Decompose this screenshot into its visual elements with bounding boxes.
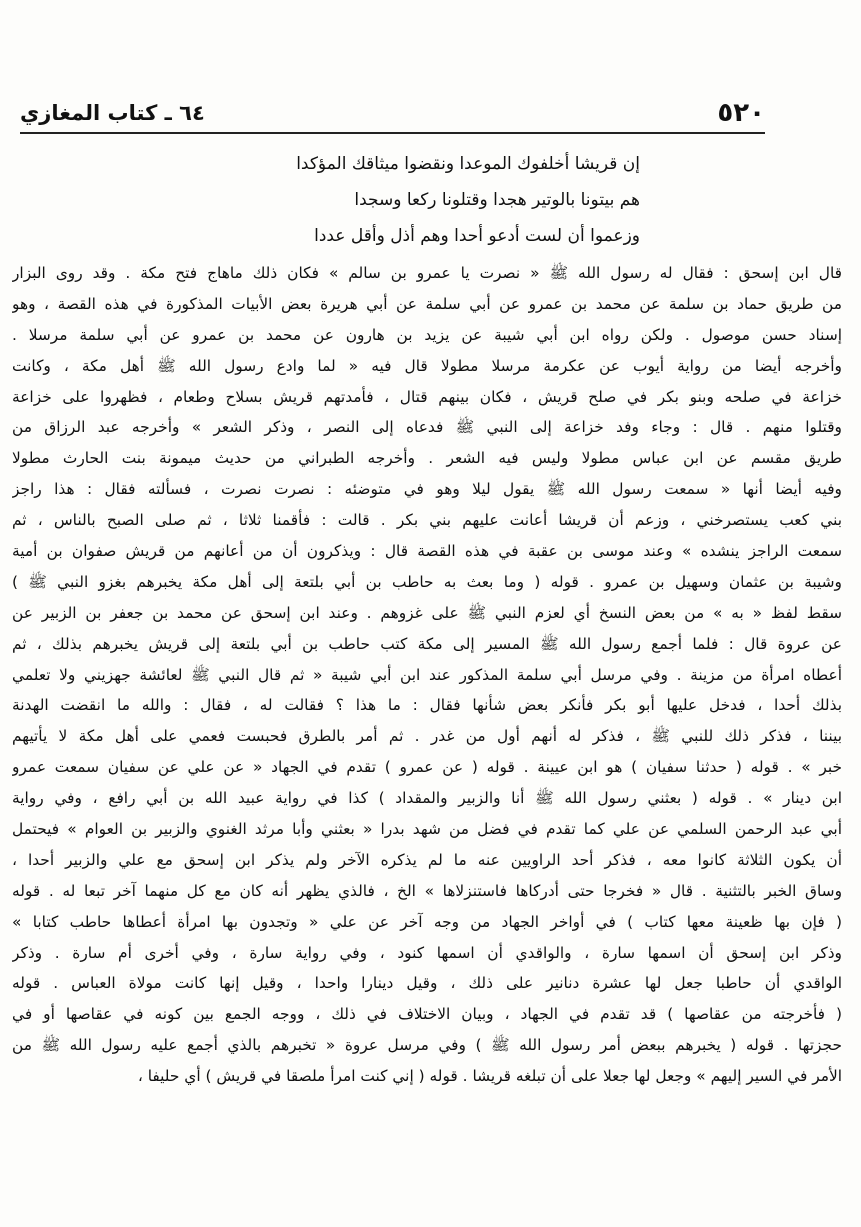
text-line: بني كعب يستصرخني ، وزعم أن قريشا أعانت عليهم بني بكر . قالت : فأقمنا ثلاثا ، ثم صلى الصبح بالناس ، ثم bbox=[12, 511, 842, 530]
running-title: ٦٤ ـ كتاب المغازي bbox=[20, 101, 205, 125]
text-line: طريق مقسم عن ابن عباس مطولا وليس فيه الشعر . وأخرجه الطبراني من حديث ميمونة بنت الحارث مطولا bbox=[12, 449, 842, 468]
poem-verse: إن قريشا أخلفوك الموعدا ونقضوا ميثاقك المؤكدا bbox=[296, 154, 640, 174]
text-line: من طريق حماد بن سلمة عن محمد بن عمرو عن أبي سلمة عن أبي هريرة بعض الأبيات المذكورة في هذه القصة ، وهو bbox=[12, 294, 842, 313]
commentary-text bbox=[12, 258, 842, 1092]
text-line: بذلك أحدا ، فدخل عليها أبو بكر فأنكر بعض شأنها فقال : ما هذا ؟ فقالت له ، فقال : والله ما انقضت الهدنة bbox=[12, 696, 842, 715]
text-line: أعطاه امرأة من مزينة . وفي مرسل أبي سلمة المذكور عند ابن أبي شيبة « ثم قال النبي ﷺ لعائشة جهزيني ولا تعلمي bbox=[12, 665, 842, 684]
text-line: خزاعة في صلحه وبنو بكر في صلح قريش ، فكان بينهم قتال ، فأمدتهم قريش بسلاح وطعام ، فظهروا على خزاعة bbox=[12, 387, 842, 406]
text-line: خبر » . قوله ( حدثنا سفيان ) هو ابن عيينة . قوله ( عن عمرو ) تقدم في الجهاد « عن علي عن سفيان سمعت عمرو bbox=[12, 758, 842, 777]
text-line: الأمر في السير إليهم » وجعل لها جعلا على أن تبلغه قريشا . قوله ( إني كنت امرأ ملصقا في قريش ) أي حليفا ، bbox=[137, 1067, 842, 1086]
text-line: أن يكون الثلاثة كانوا معه ، فذكر أحد الراويين عنه ما لم يذكره الآخر ولم يذكر ابن إسحق مع علي والزبير أحدا ، bbox=[12, 850, 842, 869]
text-line: سقط لفظ « به » من بعض النسخ أي لعزم النبي ﷺ على غزوهم . وعند ابن إسحق عن محمد بن جعفر بن الزبير عن bbox=[12, 603, 842, 622]
text-line: الواقدي أن حاطبا جعل لها عشرة دنانير على ذلك ، وقيل دينارا واحدا ، وقيل إنها كانت مولاة العباس . قوله bbox=[12, 974, 842, 993]
text-line: إسناد حسن موصول . ولكن رواه ابن أبي شيبة عن يزيد بن هارون عن محمد بن عمرو عن أبي سلمة مرسلا . bbox=[12, 325, 842, 344]
text-line: ابن دينار » . قوله ( بعثني رسول الله ﷺ أنا والزبير والمقداد ) كذا في رواية عبيد الله بن أبي رافع ، وفي رواية bbox=[12, 789, 842, 808]
page-number: ٥٢٠ bbox=[717, 98, 765, 128]
header-divider bbox=[20, 132, 765, 134]
text-line: وشيبة بن عثمان وسهيل بن عمرو . قوله ( وما بعث به حاطب بن أبي بلتعة إلى أهل مكة يخبرهم بغزو النبي ﷺ ) bbox=[12, 572, 842, 591]
page-header bbox=[20, 96, 765, 130]
text-line: ( فإن بها ظعينة معها كتاب ) في أواخر الجهاد من وجه آخر عن علي « وتجدون بها امرأة أعطاها حاطب كتابا » bbox=[12, 912, 842, 931]
text-line: ( فأخرجته من عقاصها ) قد تقدم في الجهاد ، وبيان الاختلاف في ذلك ، ووجه الجمع بين كونه في عقاصها أو في bbox=[12, 1005, 842, 1024]
text-line: وفيه أيضا أنها « سمعت رسول الله ﷺ يقول ليلا وهو في متوضئه : نصرت نصرت ، فسألته فقال : هذا راجز bbox=[12, 480, 842, 499]
poem-verses bbox=[140, 146, 640, 254]
text-line: وأخرجه أيضا من رواية أيوب عن عكرمة مرسلا مطولا قال فيه « لما وادع رسول الله ﷺ أهل مكة ، وكانت bbox=[12, 356, 842, 375]
text-line: قال ابن إسحق : فقال له رسول الله ﷺ « نصرت يا عمرو بن سالم » فكان ذلك ماهاج فتح مكة . وقد روى البزار bbox=[12, 264, 842, 282]
text-line: سمعت الراجز ينشده » وعند موسى بن عقبة في هذه القصة قال : ويذكرون أن من أعانهم من قريش صفوان بن أمية bbox=[12, 542, 842, 561]
text-line: وذكر ابن إسحق أن اسمها سارة ، والواقدي أن اسمها كنود ، وفي رواية سارة ، وفي أخرى أم سارة . وذكر bbox=[12, 943, 842, 962]
text-line: أبي عبد الرحمن السلمي عن علي كما تقدم في فضل من شهد بدرا « بعثني وأبا مرثد الغنوي والزبير بن العوام » فيحتمل bbox=[12, 820, 842, 839]
text-line: حجزتها . قوله ( يخبرهم ببعض أمر رسول الله ﷺ ) وفي مرسل عروة « تخبرهم بالذي أجمع عليه رسول الله ﷺ من bbox=[12, 1036, 842, 1055]
text-line: بيننا ، فذكر ذلك للنبي ﷺ ، فذكر له أنهم أول من غدر . ثم أمر بالطرق فحبست فعمي على أهل مكة لا يأتيهم bbox=[12, 727, 842, 746]
text-line: وقتلوا منهم . قال : وجاء وفد خزاعة إلى النبي ﷺ فدعاه إلى النصر ، وذكر الشعر » وأخرجه عبد الرزاق من bbox=[12, 418, 842, 437]
poem-verse: وزعموا أن لست أدعو أحدا وهم أذل وأقل عددا bbox=[314, 226, 640, 246]
text-line: عن عروة قال : فلما أجمع رسول الله ﷺ المسير إلى مكة كتب حاطب بن أبي بلتعة إلى قريش يخبرهم بذلك ، ثم bbox=[12, 634, 842, 653]
poem-verse: هم بيتونا بالوتير هجدا وقتلونا ركعا وسجدا bbox=[354, 190, 640, 210]
text-line: وساق الخبر بالتثنية . قال « فخرجا حتى أدركاها فاستنزلاها » الخ ، فالذي يظهر أنه كان مع كل منهما آخر تبعا له . قوله bbox=[12, 881, 842, 900]
